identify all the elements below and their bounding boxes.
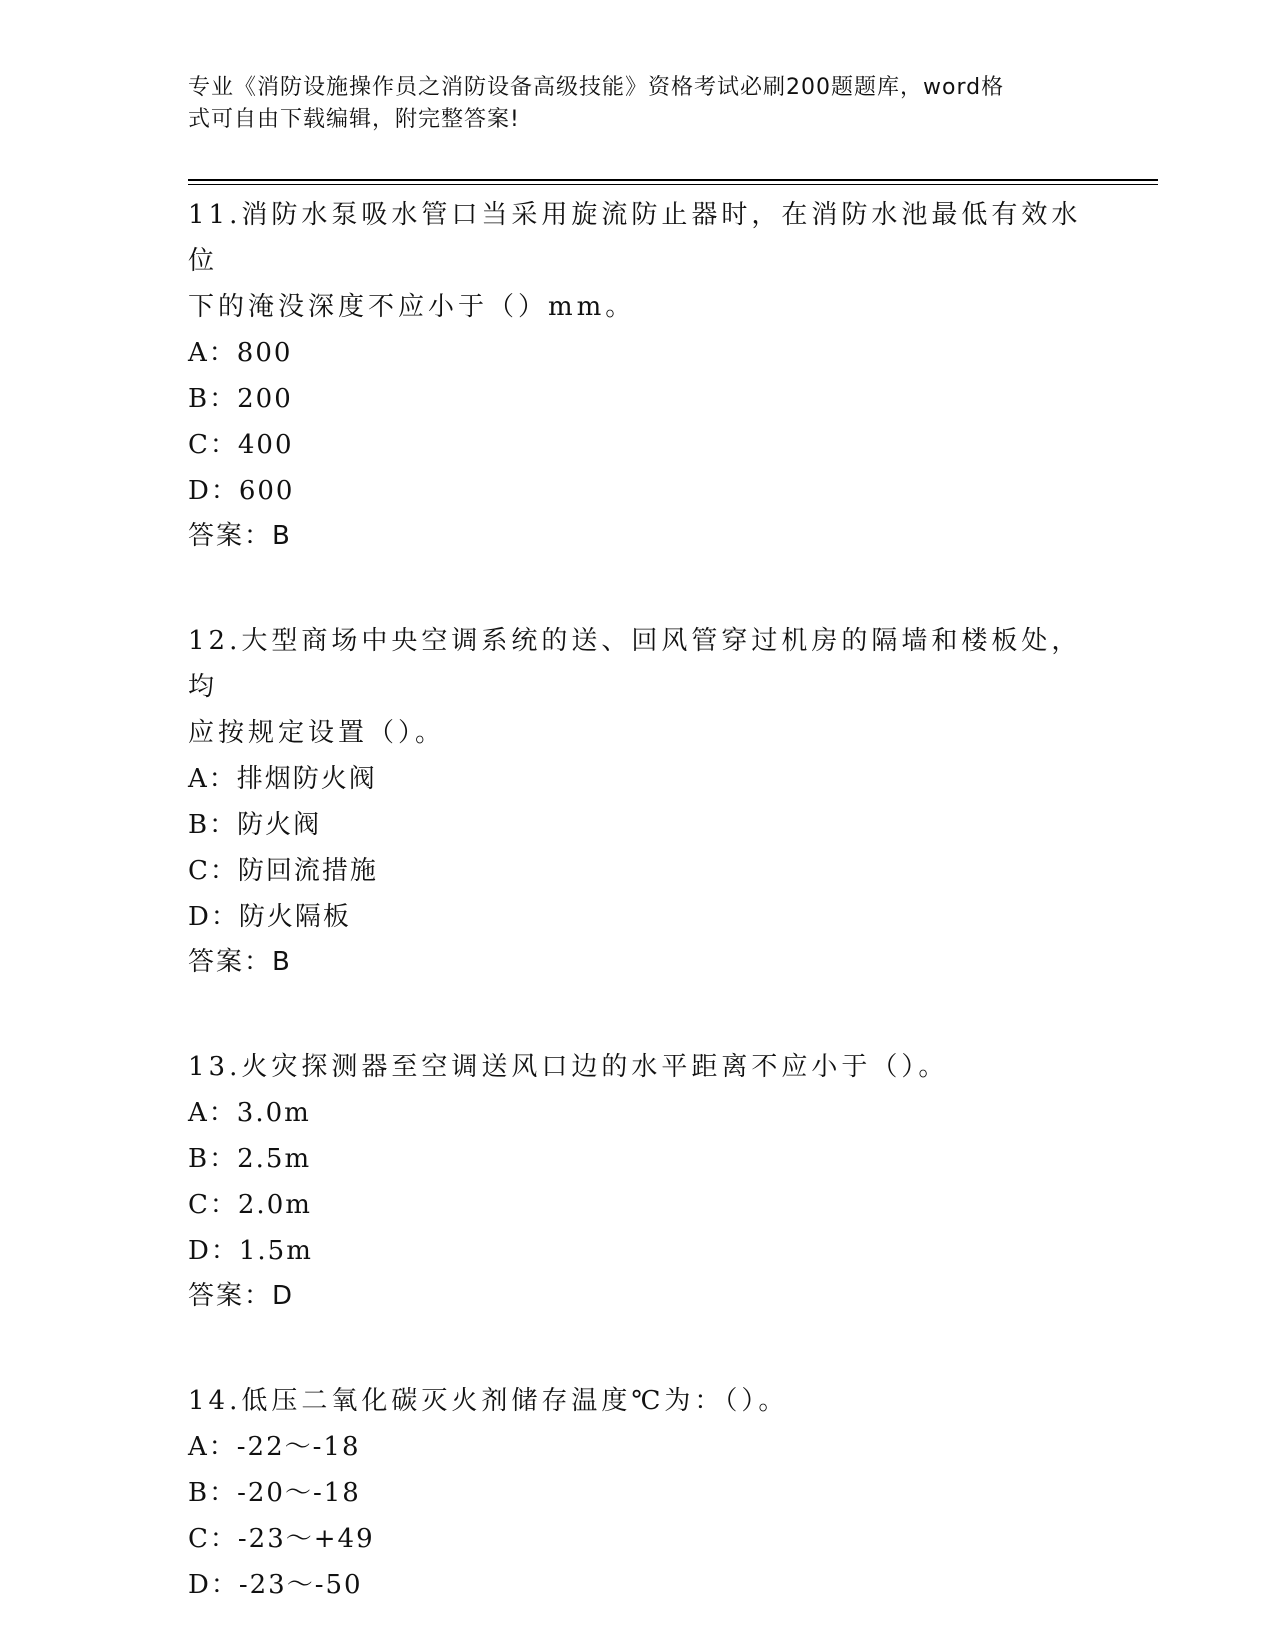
question-stem: [188, 1044, 1088, 1090]
header-line-2: 式可自由下载编辑，附完整答案!: [188, 107, 520, 132]
header-line-1: 专业《消防设施操作员之消防设备高级技能》资格考试必刷200题题库，word格: [188, 75, 1005, 100]
option-c: C：-23～+49: [188, 1524, 375, 1554]
question-13: [188, 1044, 1088, 1318]
option-a: A：3.0m: [188, 1098, 311, 1128]
document-header: [188, 72, 1068, 136]
question-stem-line: 13.火灾探测器至空调送风口边的水平距离不应小于（）。: [188, 1052, 949, 1082]
answer: 答案：B: [188, 521, 292, 551]
question-14: [188, 1378, 1088, 1608]
option-b: B：2.5m: [188, 1144, 312, 1174]
question-stem-line: 应按规定设置（）。: [188, 718, 446, 748]
option-d: D：-23～-50: [188, 1570, 363, 1600]
option-b: B：200: [188, 384, 293, 414]
question-stem: [188, 192, 1088, 330]
option-b: B：防火阀: [188, 810, 322, 840]
question-stem-line: 12.大型商场中央空调系统的送、回风管穿过机房的隔墙和楼板处，均: [188, 626, 1082, 702]
option-d: D：600: [188, 476, 295, 506]
option-c: C：防回流措施: [188, 856, 378, 886]
answer: 答案：B: [188, 947, 292, 977]
question-stem: [188, 1378, 1088, 1424]
question-12: [188, 618, 1088, 984]
question-stem-line: 下的淹没深度不应小于（）mm。: [188, 292, 636, 322]
option-a: A：800: [188, 338, 293, 368]
header-divider-thin: [188, 184, 1158, 185]
question-stem-line: 11.消防水泵吸水管口当采用旋流防止器时，在消防水池最低有效水位: [188, 200, 1082, 276]
option-a: A：排烟防火阀: [188, 764, 377, 794]
answer: 答案：D: [188, 1281, 295, 1311]
header-divider-thick: [188, 179, 1158, 181]
option-a: A：-22～-18: [188, 1432, 361, 1462]
option-d: D：防火隔板: [188, 902, 351, 932]
question-11: [188, 192, 1088, 558]
option-d: D：1.5m: [188, 1236, 313, 1266]
question-stem: [188, 618, 1088, 756]
question-stem-line: 14.低压二氧化碳灭火剂储存温度℃为：（）。: [188, 1386, 789, 1416]
option-c: C：2.0m: [188, 1190, 312, 1220]
question-list: [188, 192, 1088, 1608]
option-c: C：400: [188, 430, 294, 460]
option-b: B：-20～-18: [188, 1478, 361, 1508]
